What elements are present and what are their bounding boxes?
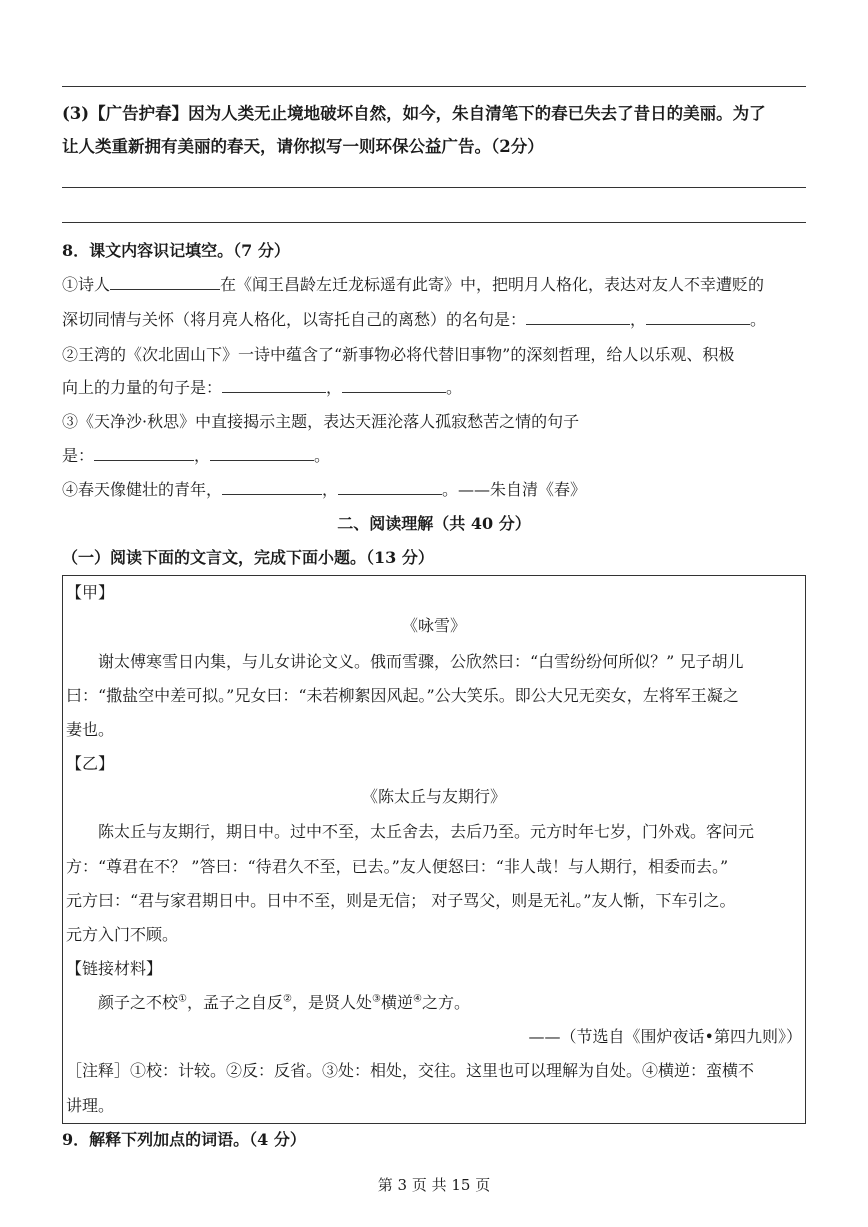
- yi-line2: 方：“尊君在不？ ”答曰：“待君久不至，已去。”友人便怒曰：“非人哉！与人期行，相委而去。”: [66, 857, 729, 876]
- jia-line3: 妻也。: [66, 720, 115, 739]
- q3-line2: 让人类重新拥有美丽的春天，请你拟写一则环保公益广告。（2分）: [62, 137, 544, 156]
- jia-line2: 曰：“撒盐空中差可拟。”兄女曰：“未若柳絮因风起。”公大笑乐。即公大兄无奕女，左将军王凝之: [66, 686, 739, 705]
- link-text-a: 颜子之不校: [98, 993, 179, 1012]
- section-heading: 二、阅读理解（共 40 分）: [337, 514, 531, 533]
- q8-item3-line2: [62, 446, 330, 466]
- fill-blank[interactable]: [338, 480, 442, 495]
- yi-label: 【乙】: [66, 754, 115, 773]
- comma: ，: [194, 446, 211, 465]
- comma: ，: [322, 480, 339, 499]
- link-text-c: ，是贤人处: [291, 993, 372, 1012]
- q8-item1-line2: [62, 310, 766, 330]
- yi-line1: 陈太丘与友期行，期日中。过中不至，太丘舍去，去后乃至。元方时年七岁，门外戏。客问元: [98, 822, 755, 841]
- note-mark: ②: [283, 993, 292, 1005]
- q8-item2-b: 向上的力量的句子是：: [62, 378, 223, 397]
- note-mark: ③: [371, 993, 381, 1005]
- jia-line1: 谢太傅寒雪日内集，与儿女讲论文义。俄而雪骤，公欣然曰：“白雪纷纷何所似？” 兄子胡儿: [98, 652, 744, 671]
- fill-blank[interactable]: [110, 275, 220, 290]
- period: 。: [314, 446, 331, 465]
- yi-line4: 元方入门不顾。: [66, 925, 179, 944]
- q8-item3-b: 是：: [62, 446, 95, 465]
- fill-blank[interactable]: [222, 480, 322, 495]
- jia-title: 《咏雪》: [401, 616, 466, 635]
- fill-blank[interactable]: [342, 378, 446, 393]
- fill-blank[interactable]: [646, 310, 750, 325]
- q8-item1-a: ①诗人: [62, 275, 111, 294]
- q9-title: 9．解释下列加点的词语。（4 分）: [62, 1130, 306, 1149]
- note-line1: ［注释］①校：计较。②反：反省。③处：相处，交往。这里也可以理解为自处。④横逆：蛮横不: [66, 1061, 755, 1080]
- q8-item4-a: ④春天像健壮的青年，: [62, 480, 223, 499]
- link-text-d: 横逆: [380, 993, 413, 1012]
- fill-blank[interactable]: [526, 310, 630, 325]
- q8-item4-b: 。——朱自清《春》: [442, 480, 587, 499]
- source-citation: ——（节选自《围炉夜话•第四九则》）: [528, 1027, 802, 1046]
- q8-item1-b: 在《闻王昌龄左迁龙标遥有此寄》中，把明月人格化，表达对友人不幸遭贬的: [220, 275, 765, 294]
- q8-item2-line1: ②王湾的《次北固山下》一诗中蕴含了“新事物必将代替旧事物”的深刻哲理，给人以乐观、积极: [62, 345, 735, 364]
- comma: ，: [326, 378, 343, 397]
- answer-line: [62, 222, 806, 223]
- fill-blank[interactable]: [210, 446, 314, 461]
- fill-blank[interactable]: [94, 446, 194, 461]
- yi-line3: 元方曰：“君与家君期日中。日中不至，则是无信； 对子骂父，则是无礼。”友人惭，下车引之。: [66, 891, 736, 910]
- answer-line: [62, 86, 806, 87]
- jia-label: 【甲】: [66, 583, 115, 602]
- comma: ，: [630, 310, 647, 329]
- q8-title: 8．课文内容识记填空。（7 分）: [62, 241, 290, 260]
- link-text-e: 之方。: [421, 993, 470, 1012]
- q8-item2-line2: [62, 378, 462, 398]
- note-mark: ①: [178, 993, 187, 1005]
- q8-item3-line1: ③《天净沙·秋思》中直接揭示主题，表达天涯沦落人孤寂愁苦之情的句子: [62, 412, 580, 431]
- q8-item4: [62, 480, 586, 500]
- page-footer: 第 3 页 共 15 页: [377, 1176, 491, 1194]
- fill-blank[interactable]: [222, 378, 326, 393]
- link-label: 【链接材料】: [66, 959, 163, 978]
- note-mark: ④: [412, 993, 422, 1005]
- q8-item1-c: 深切同情与关怀（将月亮人格化，以寄托自己的离愁）的名句是：: [62, 310, 527, 329]
- link-text-b: ，孟子之自反: [186, 993, 283, 1012]
- yi-title: 《陈太丘与友期行》: [361, 787, 506, 806]
- link-text: [98, 993, 470, 1013]
- answer-line: [62, 187, 806, 188]
- period: 。: [750, 310, 767, 329]
- note-line2: 讲理。: [66, 1096, 115, 1115]
- section-sub-heading: （一）阅读下面的文言文，完成下面小题。（13 分）: [62, 548, 434, 567]
- period: 。: [446, 378, 463, 397]
- q8-item1-line1: [62, 275, 764, 295]
- q3-line1: (3)【广告护春】因为人类无止境地破坏自然，如今，朱自清笔下的春已失去了昔日的美丽。为了: [62, 104, 766, 123]
